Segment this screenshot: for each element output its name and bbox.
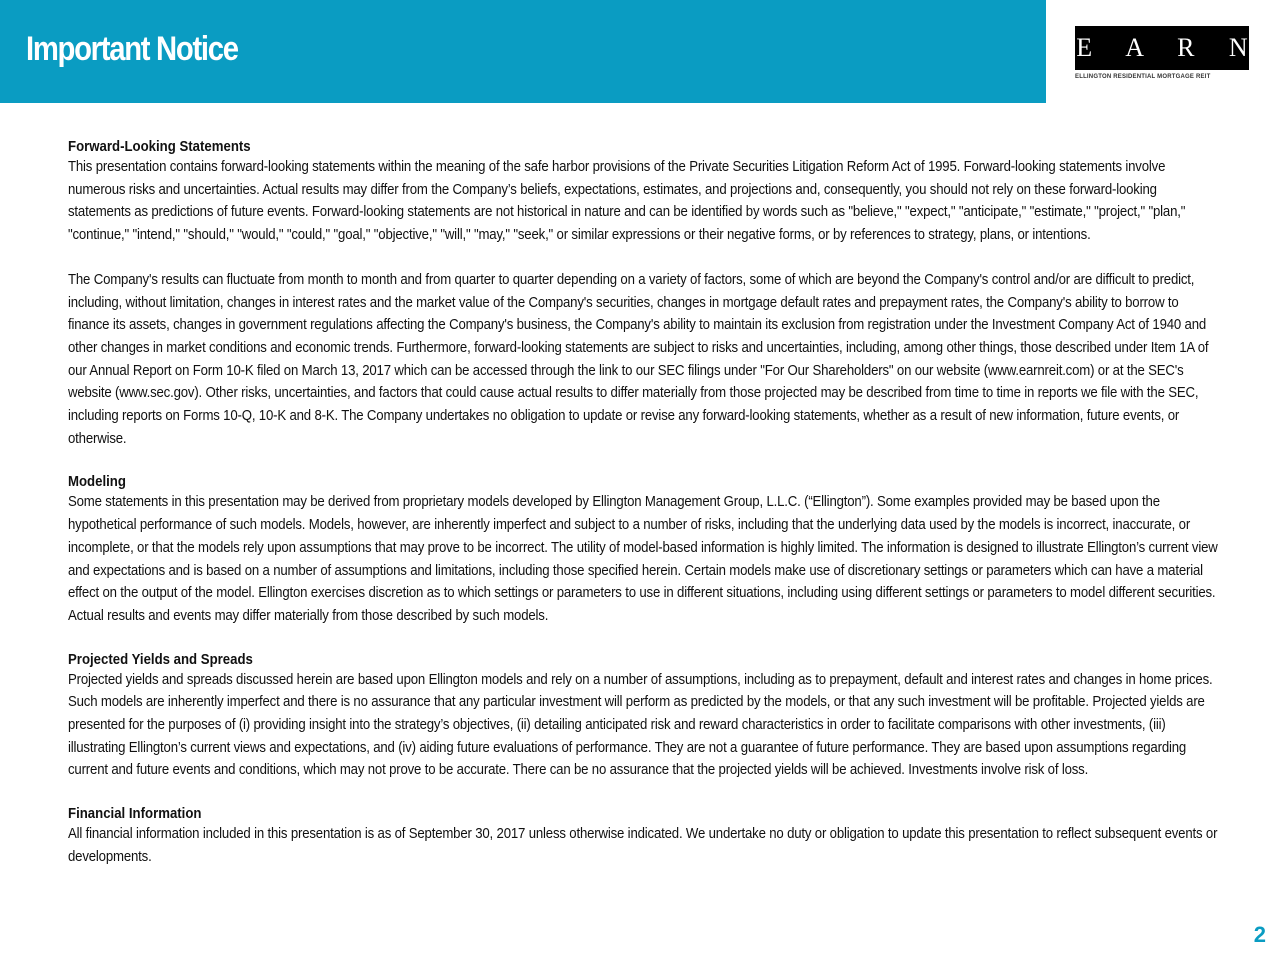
header-band bbox=[0, 0, 1046, 103]
section-heading: Forward-Looking Statements bbox=[68, 138, 251, 155]
section-paragraph: All financial information included in this presentation is as of September 30, 2017 unless otherwise indicated. We undertake no duty or obligation to update this presentation to reflect subsequent events or developments. bbox=[68, 825, 1218, 865]
notice-content bbox=[68, 137, 1218, 891]
section-modeling bbox=[68, 472, 1218, 627]
section-paragraph: Some statements in this presentation may be derived from proprietary models developed by Ellington Management Group, L.L.C. (“Ellington”). Some examples provided may be based upon the hypothetical performance of such models. Models, however, are inherently imperfect and subject to a number of risks, including that the underlying data used by the models is incorrect, inaccurate, or incomplete, or that the models rely upon assumptions that may prove to be incorrect. The utility of model-based information is highly limited. The information is designed to illustrate Ellington’s current view and expectations and is based on a number of assumptions and limitations, including those specified herein. Certain models make use of discretionary settings or parameters which can have a material effect on the output of the model. Ellington exercises discretion as to which settings or parameters to use in different situations, including using different settings or parameters to model different securities. Actual results and events may differ materially from those described by such models. bbox=[68, 493, 1218, 624]
page-title: Important Notice bbox=[26, 30, 238, 68]
earn-logo bbox=[1075, 26, 1262, 80]
section-paragraph: This presentation contains forward-looking statements within the meaning of the safe harbor provisions of the Private Securities Litigation Reform Act of 1995. Forward-looking statements involve numerous risks and uncertainties. Actual results may differ from the Company’s beliefs, expectations, estimates, and projections and, consequently, you should not rely on these forward-looking statements as predictions of future events. Forward-looking statements are not historical in nature and can be identified by words such as "believe," "expect," "anticipate," "estimate," "project," "plan," "continue," "intend," "should," "would," "could," "goal," "objective," "will," "may," "seek," or similar expressions or their negative forms, or by references to strategy, plans, or intentions. bbox=[68, 158, 1186, 244]
section-heading: Projected Yields and Spreads bbox=[68, 650, 253, 668]
section-paragraph: Projected yields and spreads discussed herein are based upon Ellington models and rely on a number of assumptions, including as to prepayment, default and interest rates and changes in home prices. Such models are inherently imperfect and there is no assurance that any particular investment will perform as predicted by the models, or that any such investment will be profitable. Projected yields are presented for the purposes of (i) providing insight into the strategy’s objectives, (ii) detailing anticipated risk and reward characteristics in order to facilitate comparisons with other investments, (iii) illustrating Ellington’s current views and expectations, and (iv) aiding future evaluations of performance. They are not a guarantee of future performance. They are based upon assumptions regarding current and future events and conditions, which may not prove to be accurate. There can be no assurance that the projected yields will be achieved. Investments involve risk of loss. bbox=[68, 670, 1213, 779]
logo-wordmark: E A R N bbox=[1075, 26, 1249, 70]
section-forward-looking bbox=[68, 137, 1218, 450]
section-financial-information bbox=[68, 804, 1218, 868]
section-heading: Financial Information bbox=[68, 805, 202, 823]
page-number: 2 bbox=[1253, 922, 1266, 947]
section-projected-yields bbox=[68, 650, 1218, 783]
section-heading: Modeling bbox=[68, 473, 126, 491]
logo-subtitle: ELLINGTON RESIDENTIAL MORTGAGE REIT bbox=[1075, 74, 1211, 80]
section-paragraph: The Company's results can fluctuate from month to month and from quarter to quarter depending on a variety of factors, some of which are beyond the Company's control and/or are difficult to predict, including, without limitation, changes in interest rates and the market value of the Company's securities, changes in mortgage default rates and prepayment rates, the Company's ability to borrow to finance its assets, changes in government regulations affecting the Company's business, the Company's ability to maintain its exclusion from registration under the Investment Company Act of 1940 and other changes in market conditions and economic trends. Furthermore, forward-looking statements are subject to risks and uncertainties, including, among other things, those described under Item 1A of our Annual Report on Form 10-K filed on March 13, 2017 which can be accessed through the link to our SEC filings under "For Our Shareholders" on our website (www.earnreit.com) or at the SEC's website (www.sec.gov). Other risks, uncertainties, and factors that could cause actual results to differ materially from those projected may be described from time to time in reports we file with the SEC, including reports on Forms 10-Q, 10-K and 8-K. The Company undertakes no obligation to update or revise any forward-looking statements, whether as a result of new information, future events, or otherwise. bbox=[68, 270, 1209, 447]
